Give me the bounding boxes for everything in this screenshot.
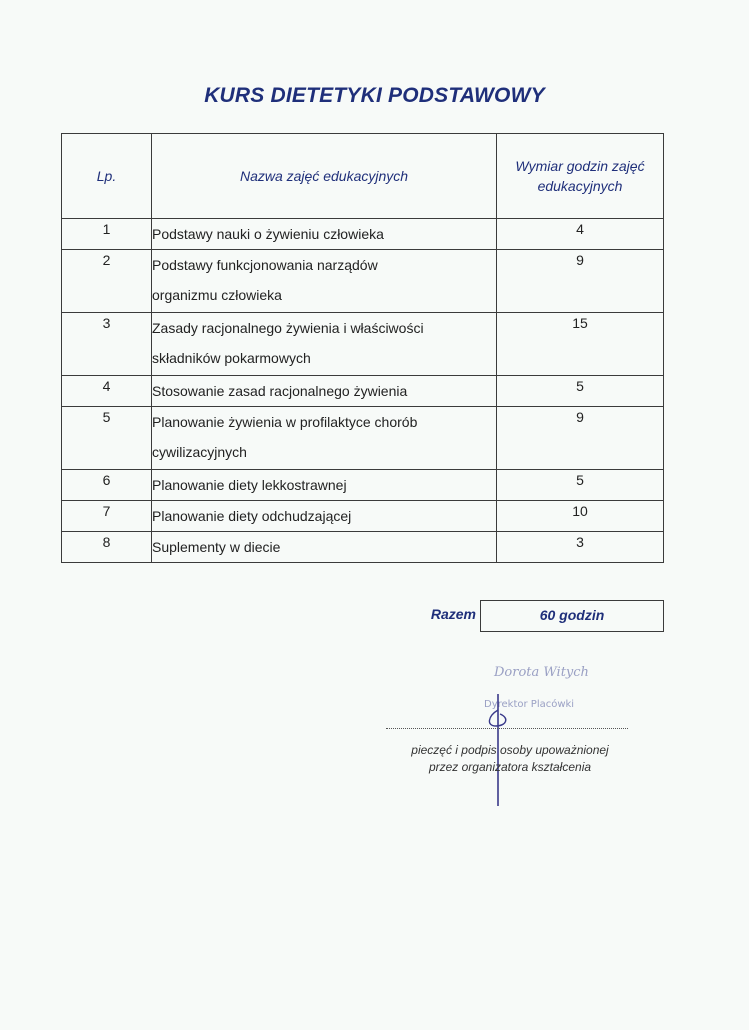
- header-name: Nazwa zajęć edukacyjnych: [152, 134, 497, 219]
- row-lp: 3: [62, 313, 152, 376]
- total-label: Razem: [430, 606, 476, 622]
- header-hours-line1: Wymiar godzin zajęć: [515, 158, 645, 174]
- row-hours: 5: [497, 376, 664, 407]
- table-row: [62, 407, 664, 470]
- row-name: [152, 532, 497, 563]
- signature-caption: [380, 742, 640, 776]
- table-row: [62, 219, 664, 250]
- table-row: [62, 313, 664, 376]
- table-row: [62, 470, 664, 501]
- header-lp: Lp.: [62, 134, 152, 219]
- row-name: [152, 313, 497, 376]
- signature-caption-line1: pieczęć i podpis osoby upoważnionej: [411, 743, 609, 757]
- row-name-line1: Suplementy w diecie: [152, 539, 281, 555]
- header-hours-line2: edukacyjnych: [537, 178, 623, 194]
- row-name-line1: Podstawy funkcjonowania narządów: [152, 257, 378, 273]
- row-name: [152, 470, 497, 501]
- row-name: [152, 501, 497, 532]
- row-name-line1: Planowanie diety lekkostrawnej: [152, 477, 347, 493]
- table-row: [62, 250, 664, 313]
- row-name-line1: Stosowanie zasad racjonalnego żywienia: [152, 383, 408, 399]
- row-name-line1: Zasady racjonalnego żywienia i właściwości: [152, 320, 424, 336]
- table-header-row: [62, 134, 664, 219]
- stamp-name: Dorota Witych: [494, 665, 589, 680]
- row-hours: 4: [497, 219, 664, 250]
- row-name-line2: cywilizacyjnych: [152, 444, 247, 460]
- row-name: [152, 407, 497, 470]
- row-lp: 1: [62, 219, 152, 250]
- row-name: [152, 376, 497, 407]
- row-name-line2: składników pokarmowych: [152, 350, 311, 366]
- row-hours: 15: [497, 313, 664, 376]
- course-table: [61, 133, 664, 563]
- row-hours: 9: [497, 407, 664, 470]
- row-hours: 9: [497, 250, 664, 313]
- signature-caption-line2: przez organizatora kształcenia: [428, 760, 592, 774]
- row-name-line1: Planowanie żywienia w profilaktyce chorób: [152, 414, 418, 430]
- row-hours: 3: [497, 532, 664, 563]
- table-row: [62, 532, 664, 563]
- table-row: [62, 376, 664, 407]
- signature-line: [386, 728, 628, 729]
- row-name-line2: organizmu człowieka: [152, 287, 282, 303]
- row-name-line1: Planowanie diety odchudzającej: [152, 508, 352, 524]
- row-name: [152, 250, 497, 313]
- total-value: 60 godzin: [480, 600, 664, 632]
- stamp-role: Dyrektor Placówki: [484, 699, 575, 710]
- row-lp: 6: [62, 470, 152, 501]
- row-lp: 7: [62, 501, 152, 532]
- table-row: [62, 501, 664, 532]
- row-lp: 2: [62, 250, 152, 313]
- document-title: KURS DIETETYKI PODSTAWOWY: [204, 84, 545, 107]
- row-lp: 5: [62, 407, 152, 470]
- header-hours: [497, 134, 664, 219]
- row-lp: 4: [62, 376, 152, 407]
- row-name: [152, 219, 497, 250]
- row-hours: 10: [497, 501, 664, 532]
- row-lp: 8: [62, 532, 152, 563]
- row-name-line1: Podstawy nauki o żywieniu człowieka: [152, 226, 384, 242]
- row-hours: 5: [497, 470, 664, 501]
